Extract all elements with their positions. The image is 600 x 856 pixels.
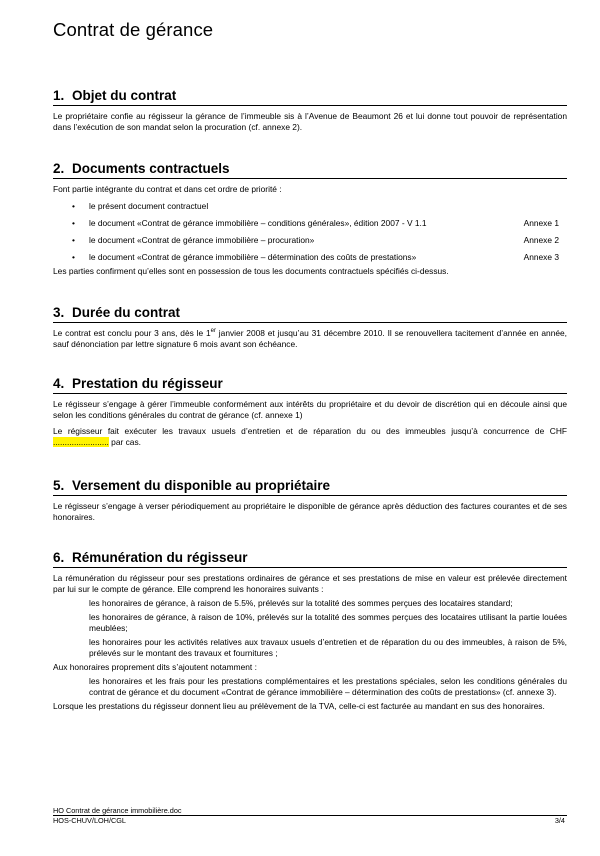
indented-paragraph: les honoraires et les frais pour les prestations complémentaires et les prestations spéciales, selon les conditions générales du contrat de gérance et du document «Contrat de gérance immobilière – détermination des coûts de prestations» (cf. annexe 3).	[89, 676, 567, 697]
section-duree	[53, 305, 567, 350]
section-number: 2.	[53, 161, 65, 176]
page-footer	[53, 806, 567, 825]
page-number: 3/4	[554, 816, 565, 825]
section-heading	[53, 305, 567, 323]
section-objet	[53, 88, 567, 133]
list-item-text: le document «Contrat de gérance immobilière – conditions générales», édition 2007 - V 1.1	[89, 218, 427, 228]
annex-label: Annexe 1	[523, 218, 559, 228]
list-item-text: le document «Contrat de gérance immobilière – détermination des coûts de prestations»	[89, 252, 417, 262]
document-title: Contrat de gérance	[53, 19, 214, 40]
section-number: 5.	[53, 478, 65, 493]
paragraph: La rémunération du régisseur pour ses prestations ordinaires de gérance et ses prestations de mise en valeur est prélevée directement par lui sur le compte de gérance. Elle comprend les honoraires suivants :	[53, 573, 567, 594]
section-title: Documents contractuels	[72, 161, 230, 176]
list-item	[53, 235, 567, 246]
section-heading	[53, 376, 567, 394]
section-heading	[53, 550, 567, 568]
paragraph: Les parties confirment qu’elles sont en possession de tous les documents contractuels spécifiés ci-dessus.	[53, 266, 449, 276]
section-title: Versement du disponible au propriétaire	[72, 478, 331, 493]
text-run: par cas.	[108, 437, 141, 447]
list-item	[53, 218, 567, 229]
paragraph: Le régisseur s’engage à gérer l’immeuble conformément aux intérêts du propriétaire et du devoir de discrétion qui en découle ainsi que selon les conditions générales du contrat de gérance (cf. annexe 1)	[53, 399, 567, 420]
superscript: er	[210, 328, 216, 335]
list-item-text: le présent document contractuel	[89, 201, 209, 211]
bullet-icon: •	[72, 235, 75, 245]
section-title: Objet du contrat	[72, 88, 177, 103]
footer-reference-line	[53, 816, 567, 825]
paragraph: Lorsque les prestations du régisseur donnent lieu au prélèvement de la TVA, celle-ci est facturée au mandant en sus des honoraires.	[53, 701, 545, 711]
bullet-icon: •	[72, 201, 75, 211]
paragraph	[53, 328, 567, 350]
text-run: Le contrat est conclu pour 3 ans, dès le 1	[53, 328, 211, 338]
paragraph: Le propriétaire confie au régisseur la gérance de l’immeuble sis à l’Avenue de Beaumont 26 et lui donne tout pouvoir de représentation dans l’exécution de son mandat selon la procuration (cf. annexe 2).	[53, 111, 567, 132]
section-remuneration	[53, 550, 567, 712]
paragraph: Font partie intégrante du contrat et dans cet ordre de priorité :	[53, 184, 282, 194]
section-documents	[53, 161, 567, 277]
list-item	[53, 252, 567, 263]
paragraph	[53, 426, 567, 448]
section-title: Durée du contrat	[72, 305, 181, 320]
section-title: Rémunération du régisseur	[72, 550, 248, 565]
annex-label: Annexe 2	[523, 235, 559, 245]
section-number: 3.	[53, 305, 65, 320]
text-run: janvier 2008 et jusqu’au 31 décembre 2010. Il se renouvellera tacitement d’année en année, sauf dénonciation par lettre signature 6 mois avant son échéance.	[53, 328, 568, 349]
section-title: Prestation du régisseur	[72, 376, 223, 391]
section-versement	[53, 478, 567, 523]
indented-paragraph: les honoraires pour les activités relatives aux travaux usuels d’entretien et de réparation du ou des immeubles, à raison de 5%, prélevés sur le montant des travaux et fournitures ;	[89, 637, 567, 658]
paragraph: Le régisseur s’engage à verser périodiquement au propriétaire le disponible de gérance après déduction des factures courantes et de ses honoraires.	[53, 501, 567, 522]
text-run: Le régisseur fait exécuter les travaux usuels d’entretien et de réparation du ou des immeubles jusqu’à concurrence de CHF	[53, 426, 567, 436]
bullet-icon: •	[72, 252, 75, 262]
indented-paragraph: les honoraires de gérance, à raison de 5.5%, prélevés sur la totalité des sommes perçues des locataires standard;	[89, 598, 513, 608]
bullet-icon: •	[72, 218, 75, 228]
section-heading	[53, 478, 567, 496]
annex-label: Annexe 3	[523, 252, 559, 262]
paragraph: Aux honoraires proprement dits s’ajoutent notamment :	[53, 662, 257, 672]
footer-reference: HOS-CHUV/LOH/CGL	[53, 816, 126, 825]
section-prestation	[53, 376, 567, 448]
footer-filename: HO Contrat de gérance immobilière.doc	[53, 806, 567, 816]
section-number: 1.	[53, 88, 65, 103]
list-item-text: le document «Contrat de gérance immobilière – procuration»	[89, 235, 315, 245]
section-heading	[53, 161, 567, 179]
section-number: 6.	[53, 550, 65, 565]
section-heading	[53, 88, 567, 106]
amount-blank-field[interactable]: ........................	[53, 437, 109, 447]
documents-list	[53, 201, 567, 263]
section-number: 4.	[53, 376, 65, 391]
indented-paragraph: les honoraires de gérance, à raison de 10%, prélevés sur la totalité des sommes perçues des locataires utilisant la partie louées meublées;	[89, 612, 567, 633]
list-item	[53, 201, 567, 212]
